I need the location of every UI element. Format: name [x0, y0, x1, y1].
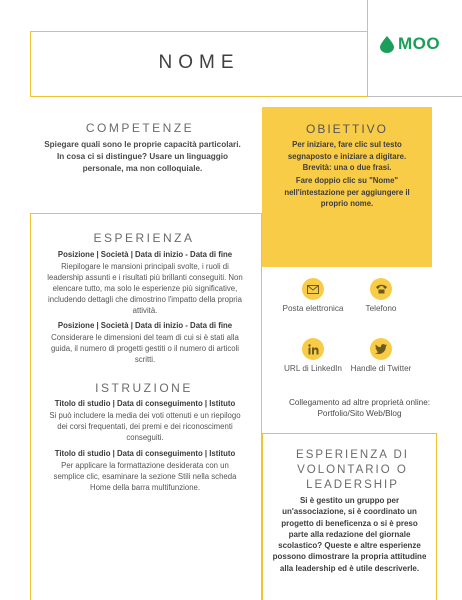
esperienza-entry-head[interactable]: Posizione | Società | Data di inizio - Data di fine	[57, 250, 233, 259]
objective-text-2[interactable]: Fare doppio clic su "Nome" nell'intestazione per aggiungere il proprio nome.	[284, 176, 410, 208]
brand-logo	[380, 34, 440, 54]
online-properties-text[interactable]: Collegamento ad altre proprietà online: Portfolio/Sito Web/Blog	[288, 398, 431, 418]
istruzione-entry-head[interactable]: Titolo di studio | Data di conseguimento | Istituto	[54, 449, 236, 458]
linkedin-label[interactable]: URL di LinkedIn	[284, 364, 342, 373]
esperienza-entry-body[interactable]: Considerare le dimensioni del team di cui si è stati alla guida, il numero di progetti gestiti o il numero di articoli scritti.	[50, 333, 240, 364]
twitter-icon	[370, 338, 392, 360]
phone-icon	[370, 278, 392, 300]
esperienza-entry-head[interactable]: Posizione | Società | Data di inizio - Data di fine	[57, 321, 233, 330]
istruzione-entry-head[interactable]: Titolo di studio | Data di conseguimento | Istituto	[54, 399, 236, 408]
competenze-title[interactable]: COMPETENZE	[85, 121, 195, 135]
email-label[interactable]: Posta elettronica	[282, 304, 344, 313]
objective-text-1[interactable]: Per iniziare, fare clic sul testo segnaposto e iniziare a digitare. Brevità: una o due frasi.	[287, 140, 407, 172]
resume-name[interactable]: NOME	[158, 52, 240, 73]
drop-icon	[380, 36, 394, 53]
esperienza-title[interactable]: ESPERIENZA	[93, 231, 195, 245]
linkedin-icon	[302, 338, 324, 360]
phone-label[interactable]: Telefono	[365, 304, 397, 313]
istruzione-entry-body[interactable]: Per applicare la formattazione desiderata con un semplice clic, esaminare la sezione Stili nella scheda Home della barra multifunzione.	[53, 461, 237, 492]
volunteer-title[interactable]: ESPERIENZA DI VOLONTARIO O LEADERSHIP	[296, 449, 409, 491]
competenze-text[interactable]: Spiegare quali sono le proprie capacità particolari. In cosa ci si distingue? Usare un linguaggio personale, ma non colloquiale.	[44, 140, 241, 173]
objective-title[interactable]: OBIETTIVO	[305, 122, 388, 136]
esperienza-entry-body[interactable]: Riepilogare le mansioni principali svolte, i ruoli di leadership assunti e i risultati più brillanti conseguiti. Non elencare tutto, ma solo le esperienze più significative, includendo dettagli che dimostrino l'impatto della propria attività.	[47, 262, 243, 315]
brand-logo-text: MOO	[398, 34, 441, 53]
volunteer-text[interactable]: Si è gestito un gruppo per un'associazione, si è coordinato un progetto di beneficenza o si è preso parte alla redazione del giornale scolastico? Queste e altre esperienze possono dimostrare la propria attitudine alla leadership ed è utile descriverle.	[272, 496, 427, 573]
twitter-label[interactable]: Handle di Twitter	[350, 364, 412, 373]
istruzione-title[interactable]: ISTRUZIONE	[95, 381, 193, 395]
email-icon	[302, 278, 324, 300]
istruzione-entry-body[interactable]: Si può includere la media dei voti ottenuti e un riepilogo dei corsi frequentati, dei premi e dei riconoscimenti conseguiti.	[49, 411, 241, 442]
